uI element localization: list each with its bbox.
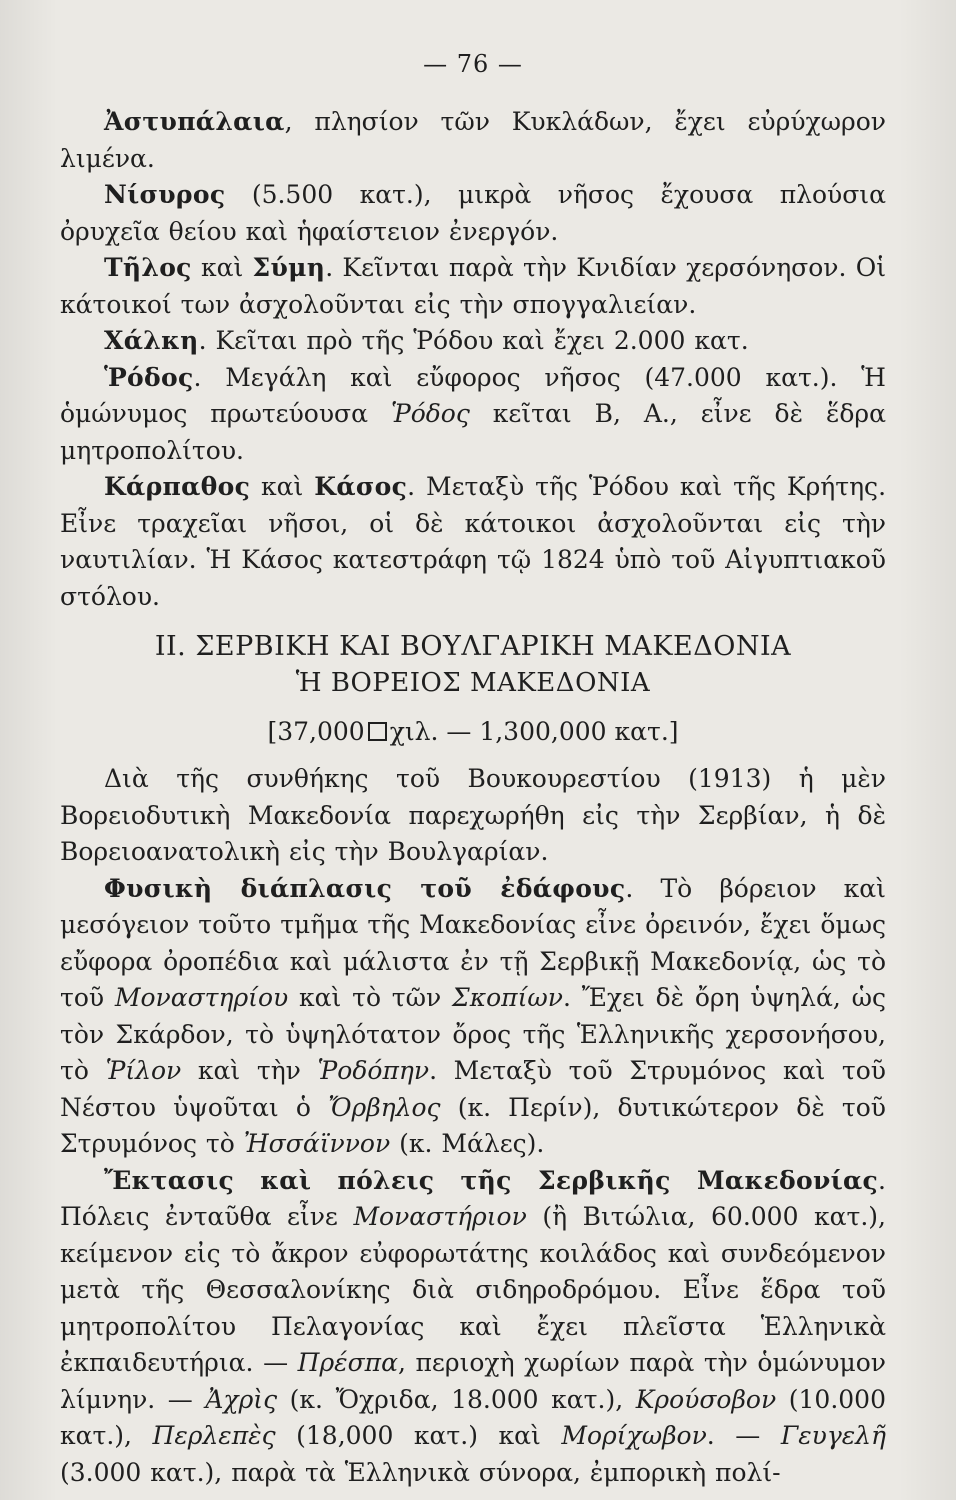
italic-place: Ῥόδος: [390, 399, 470, 428]
term-rhodes: Ῥόδος: [104, 362, 194, 392]
term-symi: Σύμη: [252, 253, 326, 282]
paragraph-cities: [60, 1163, 886, 1492]
paragraph-text: . Ἔχει δὲ ὄρη ὑψηλά, ὡς τὸν Σκάρδον, τὸ ὑψηλότατον ὄρος τῆς Ἑλληνικῆς χερσονήσου, τὸ: [60, 983, 886, 1085]
term-physical-geography: Φυσικὴ διάπλασις τοῦ ἐδάφους: [104, 873, 626, 903]
italic-place: Κρούσοβον: [635, 1384, 777, 1414]
paragraph-rhodes: [60, 360, 886, 470]
paragraph-karpathos-kasos: [60, 469, 886, 615]
paragraph-text: . Τὸ βόρειον καὶ μεσόγειον τοῦτο τμῆμα τῆς Μακεδονίας εἶνε ὀρεινόν, ἔχει ὅμως εὔφορα ὀροπέδια καὶ μάλιστα ἐν τῇ Σερβικῇ Μακεδονίᾳ, ὡς τὸ τοῦ: [60, 873, 886, 1012]
paragraph-text: καὶ: [250, 472, 315, 501]
italic-place: Πρέσπα: [297, 1348, 398, 1377]
italic-place: Ῥίλον: [105, 1056, 182, 1085]
term-kasos: Κάσος: [314, 472, 408, 501]
paragraph-text: . Κεῖνται παρὰ τὴν Κνιδίαν χερσόνησον. Οἱ κάτοικοί των ἀσχολοῦνται εἰς τὴν σπογγαλιείαν.: [60, 253, 886, 319]
paragraph-treaty: Διὰ τῆς συνθήκης τοῦ Βουκουρεστίου (1913) ἡ μὲν Βορειοδυτικὴ Μακεδονία παρεχωρήθη εἰς τὴν Σερβίαν, ἡ δὲ Βορειοανατολικὴ εἰς τὴν Βουλγαρίαν.: [60, 764, 886, 866]
paragraph-astypalaia: [60, 104, 886, 177]
term-astypalaia: Ἀστυπάλαια: [104, 107, 285, 136]
paragraph-text: . Μεταξὺ τῆς Ῥόδου καὶ τῆς Κρήτης. Εἶνε τραχεῖαι νῆσοι, οἱ δὲ κάτοικοι ἀσχολοῦνται εἰς τὴν ναυτιλίαν. Ἡ Κάσος κατεστράφη τῷ 1824 ὑπὸ τοῦ Αἰγυπτιακοῦ στόλου.: [60, 472, 887, 611]
paragraph-text: (5.500 κατ.), μικρὰ νῆσος ἔχουσα πλούσια ὀρυχεῖα θείου καὶ ἡφαίστειον ἐνεργόν.: [60, 180, 886, 246]
paragraph-text: , περιοχὴ χωρίων παρὰ τὴν ὁμώνυμον λίμνην. —: [60, 1348, 886, 1414]
paragraph-text: καὶ τὸ τῶν: [288, 983, 453, 1012]
paragraph-text: κεῖται Β, Α., εἶνε δὲ ἕδρα μητροπολίτου.: [60, 399, 886, 465]
paragraph-text: (10.000 κατ.),: [60, 1384, 886, 1450]
paragraph-chalki: [60, 323, 886, 360]
paragraph-text: καὶ τὴν: [181, 1056, 318, 1085]
italic-place: Ἠσσάϊννον: [243, 1129, 391, 1158]
italic-place: Μοναστήριον: [353, 1202, 527, 1231]
italic-place: Ἀχρὶς: [205, 1384, 278, 1414]
paragraph-text: , πλησίον τῶν Κυκλάδων, ἔχει εὐρύχωρον λιμένα.: [60, 107, 886, 173]
paragraph-text: (3.000 κατ.), παρὰ τὰ Ἑλληνικὰ σύνορα, ἐμπορικὴ πολί-: [60, 1457, 781, 1487]
paragraph-text: (18,000 κατ.) καὶ: [275, 1421, 562, 1450]
paragraph-text: (κ. Ὄχριδα, 18.000 κατ.),: [277, 1384, 636, 1414]
section-subtitle: Ἡ ΒΟΡΕΙΟΣ ΜΑΚΕΔΟΝΙΑ: [295, 668, 651, 698]
paragraph-text: . Μεταξὺ τοῦ Στρυμόνος καὶ τοῦ Νέστου ὑψοῦται ὁ: [60, 1056, 886, 1122]
paragraph-text: (ἢ Βιτώλια, 60.000 κατ.), κείμενον εἰς τὸ ἄκρον εὐφορωτάτης κοιλάδος καὶ συνδεόμενον μετὰ τῆς Θεσσαλονίκης διὰ σιδηροδρόμου. Εἶνε ἕδρα τοῦ μητροπολίτου Πελαγονίας καὶ ἔχει πλεῖστα Ἑλληνικὰ ἐκπαιδευτήρια. —: [60, 1202, 886, 1377]
paragraph-text: . Πόλεις ἐνταῦθα εἶνε: [60, 1165, 886, 1231]
square-icon: [368, 722, 387, 741]
term-extent-cities: Ἔκτασις καὶ πόλεις τῆς Σερβικῆς Μακεδονίας: [104, 1165, 879, 1195]
paragraph-nisyros: [60, 177, 886, 250]
paragraph-tilos-symi: [60, 250, 886, 323]
term-karpathos: Κάρπαθος: [104, 472, 251, 501]
italic-place: Σκοπίων: [452, 983, 563, 1012]
paragraph-text: καὶ: [191, 253, 253, 282]
term-tilos: Τῆλος: [104, 253, 192, 282]
italic-place: Γευγελῆ: [780, 1421, 886, 1450]
area-population-line: [60, 713, 886, 751]
italic-place: Μοναστηρίου: [114, 983, 289, 1012]
italic-place: Ῥοδόπην: [317, 1056, 430, 1085]
paragraph-text: (κ. Περίν), δυτικώτερον δὲ τοῦ Στρυμόνος τὸ: [60, 1092, 886, 1158]
paragraph-text: . —: [706, 1421, 781, 1450]
italic-place: Ὄρβηλος: [328, 1092, 441, 1122]
italic-place: Μορίχωβον: [561, 1421, 707, 1450]
population-value: χιλ. — 1,300,000 κατ.]: [389, 717, 679, 746]
area-value: [37,000: [267, 717, 365, 746]
paragraph-physical-geography: [60, 871, 886, 1163]
italic-place: Περλεπὲς: [152, 1421, 276, 1450]
paragraph-text: (κ. Μάλες).: [390, 1129, 545, 1158]
page-number: — 76 —: [423, 50, 523, 78]
term-chalki: Χάλκη: [104, 326, 199, 355]
paragraph-text: . Μεγάλη καὶ εὔφορος νῆσος (47.000 κατ.). Ἡ ὁμώνυμος πρωτεύουσα: [60, 362, 886, 428]
paragraph-text: . Κεῖται πρὸ τῆς Ῥόδου καὶ ἔχει 2.000 κατ.: [198, 326, 749, 355]
term-nisyros: Νίσυρος: [104, 180, 226, 209]
section-title: II. ΣΕΡΒΙΚΗ ΚΑΙ ΒΟΥΛΓΑΡΙΚΗ ΜΑΚΕΔΟΝΙΑ: [154, 631, 792, 662]
